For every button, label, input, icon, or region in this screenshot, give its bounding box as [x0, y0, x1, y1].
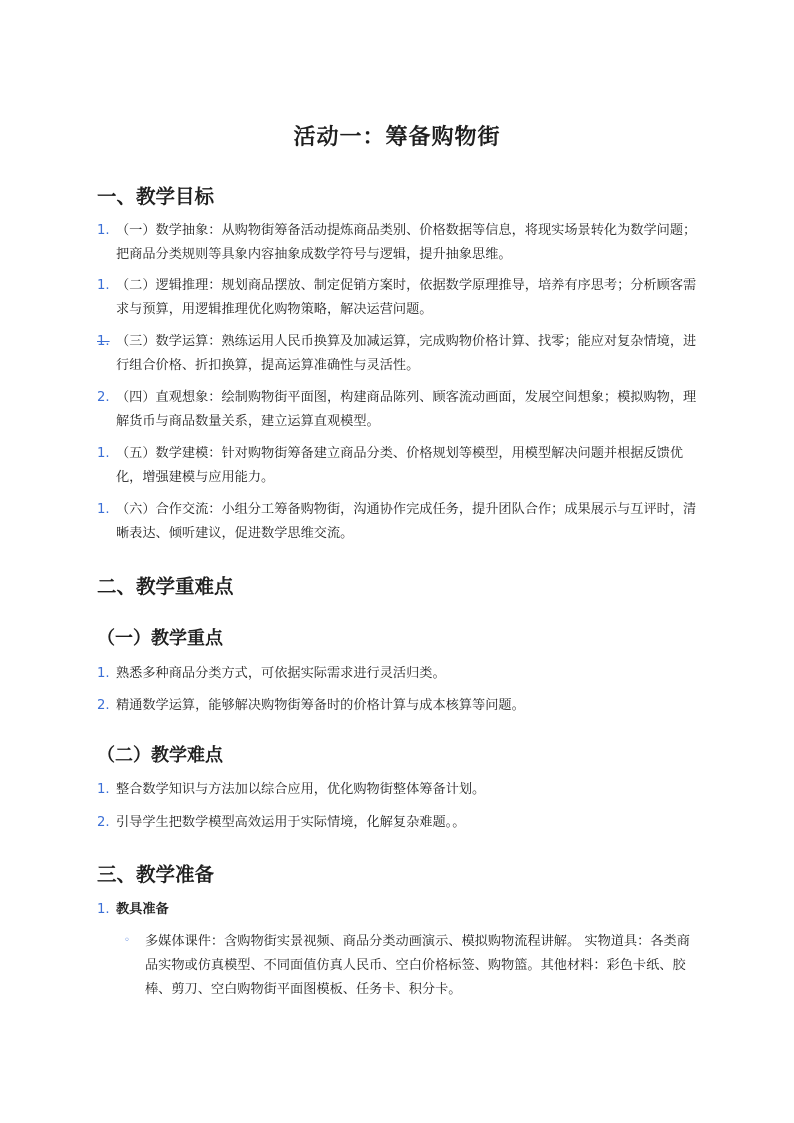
section-heading-preparation: 三、教学准备 [97, 863, 215, 886]
bullet-icon: ◦ [124, 935, 130, 946]
list-item [97, 442, 697, 490]
list-item [97, 778, 697, 802]
list-item [97, 330, 697, 378]
list-number: 2. [97, 390, 110, 405]
list-number: 1. [97, 278, 110, 293]
list-item [97, 498, 697, 546]
list-item [97, 274, 697, 322]
section-heading-key-points: 二、教学重难点 [97, 575, 234, 598]
list-text: 熟悉多种商品分类方式，可依据实际需求进行灵活归类。 [116, 666, 446, 681]
subsection-heading-difficulty: （二）教学难点 [97, 745, 223, 766]
list-item [97, 386, 697, 434]
list-text: 精通数学运算，能够解决购物街筹备时的价格计算与成本核算等问题。 [116, 698, 525, 713]
list-item [97, 811, 697, 835]
list-item [97, 219, 697, 267]
list-text: （三）数学运算：熟练运用人民币换算及加减运算，完成购物价格计算、找零；能应对复杂情境，进行组合价格、折扣换算，提高运算准确性与灵活性。 [116, 334, 697, 373]
list-item [97, 662, 697, 686]
list-item [97, 694, 697, 718]
list-number: 1. [97, 334, 110, 349]
list-text: （四）直观想象：绘制购物街平面图，构建商品陈列、顾客流动画面，发展空间想象；模拟购物，理解货币与商品数量关系，建立运算直观模型。 [116, 390, 697, 429]
list-text: （一）数学抽象：从购物街筹备活动提炼商品类别、价格数据等信息，将现实场景转化为数学问题；把商品分类规则等具象内容抽象成数学符号与逻辑，提升抽象思维。 [116, 223, 697, 262]
list-number: 1. [97, 782, 110, 797]
list-number: 2. [97, 815, 110, 830]
list-number: 2. [97, 698, 110, 713]
subsection-heading-focus: （一）教学重点 [97, 628, 223, 649]
list-text: 教具准备 [116, 902, 169, 917]
list-number: 1. [97, 902, 110, 917]
page-title: 活动一：筹备购物街 [293, 125, 501, 150]
list-text: （六）合作交流：小组分工筹备购物街，沟通协作完成任务，提升团队合作；成果展示与互评时，清晰表达、倾听建议，促进数学思维交流。 [116, 502, 697, 541]
list-number: 1. [97, 502, 110, 517]
section-heading-goals: 一、教学目标 [97, 185, 215, 208]
list-number: 1. [97, 666, 110, 681]
list-text: （五）数学建模：针对购物街筹备建立商品分类、价格规划等模型，用模型解决问题并根据反馈优化，增强建模与应用能力。 [116, 446, 684, 485]
materials-detail: 多媒体课件：含购物街实景视频、商品分类动画演示、模拟购物流程讲解。 实物道具：各类商品实物或仿真模型、不同面值仿真人民币、空白价格标签、购物篮。其他材料：彩色卡纸、胶棒、剪刀、空白购物街平面图模板、任务卡、积分卡。 [145, 934, 690, 997]
list-number: 1. [97, 223, 110, 238]
list-text: 整合数学知识与方法加以综合应用，优化购物街整体筹备计划。 [116, 782, 486, 797]
list-text: 引导学生把数学模型高效运用于实际情境，化解复杂难题。。 [116, 815, 466, 830]
list-item [97, 898, 697, 922]
list-text: （二）逻辑推理：规划商品摆放、制定促销方案时，依据数学原理推导，培养有序思考；分析顾客需求与预算，用逻辑推理优化购物策略，解决运营问题。 [116, 278, 697, 317]
list-number: 1. [97, 446, 110, 461]
